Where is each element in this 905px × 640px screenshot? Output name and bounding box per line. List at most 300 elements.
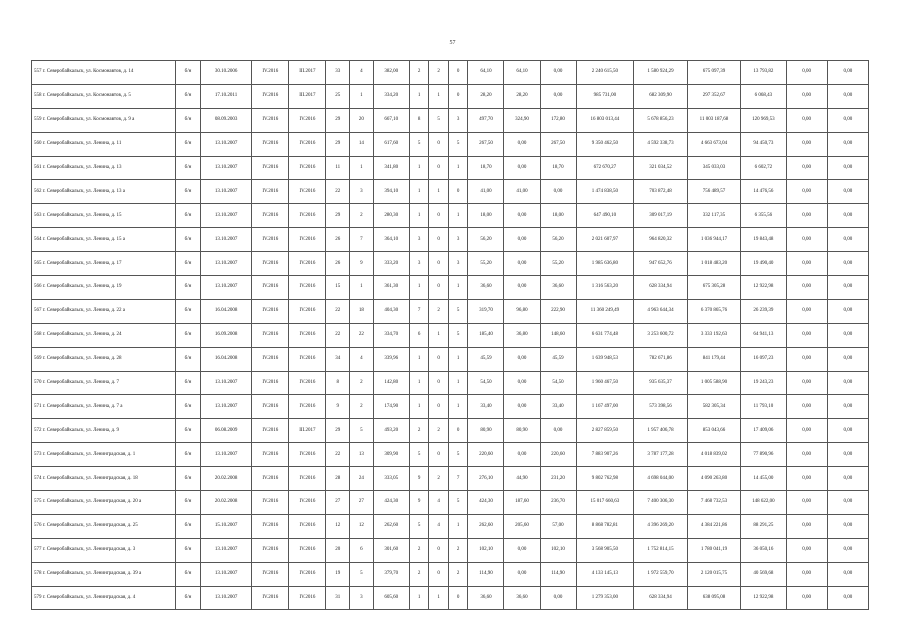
- cell-s4: 6 602,72: [741, 156, 786, 180]
- cell-s3: 6 370 865,76: [687, 299, 741, 323]
- cell-s1: 1 167 497,00: [576, 395, 634, 419]
- cell-z2: 0,00: [827, 299, 868, 323]
- table-row: [32, 252, 869, 276]
- cell-s1: 1 985 636,80: [576, 252, 634, 276]
- cell-r3: 0: [448, 419, 468, 443]
- row-number: 573: [34, 451, 42, 457]
- cell-a2: 0,00: [504, 347, 540, 371]
- cell-doc: б/н: [176, 323, 201, 347]
- cell-s1: 1 279 353,00: [576, 586, 634, 610]
- cell-plan: IV.2016: [289, 467, 326, 491]
- row-number: 560: [34, 141, 42, 147]
- cell-inc: IV.2016: [252, 276, 289, 300]
- cell-a2: 0,00: [504, 371, 540, 395]
- cell-area: 334,70: [373, 323, 409, 347]
- cell-r3: 0: [448, 61, 468, 85]
- cell-a1: 55,20: [468, 252, 504, 276]
- cell-r3: 5: [448, 299, 468, 323]
- cell-doc: б/н: [176, 299, 201, 323]
- cell-z2: 0,00: [827, 586, 868, 610]
- cell-area: 309,90: [373, 443, 409, 467]
- address-cell: [32, 419, 176, 443]
- cell-a3: 36,60: [540, 276, 576, 300]
- cell-a2: 0,00: [504, 204, 540, 228]
- table-row: [32, 180, 869, 204]
- cell-plan: IV.2016: [289, 395, 326, 419]
- table-row: [32, 347, 869, 371]
- cell-z1: 0,00: [786, 347, 827, 371]
- cell-c1: 9: [326, 395, 350, 419]
- cell-a2: 0,00: [504, 562, 540, 586]
- cell-r1: 2: [409, 562, 429, 586]
- cell-a2: 205,60: [504, 514, 540, 538]
- cell-doc: б/н: [176, 252, 201, 276]
- cell-s4: 6 355,56: [741, 204, 786, 228]
- cell-s2: 1 752 814,15: [634, 538, 688, 562]
- cell-s2: 7 400 306,30: [634, 491, 688, 515]
- cell-s1: 1 960 467,50: [576, 371, 634, 395]
- cell-s1: 1 639 948,53: [576, 347, 634, 371]
- cell-r1: 6: [409, 323, 429, 347]
- cell-r3: 5: [448, 491, 468, 515]
- cell-a3: 45,59: [540, 347, 576, 371]
- cell-date: 15.10.2007: [200, 514, 251, 538]
- cell-r3: 1: [448, 156, 468, 180]
- cell-a3: 0,00: [540, 180, 576, 204]
- address-cell: [32, 252, 176, 276]
- cell-r3: 0: [448, 586, 468, 610]
- cell-s3: 1 005 588,90: [687, 371, 741, 395]
- cell-s4: 94 450,73: [741, 132, 786, 156]
- cell-r1: 1: [409, 276, 429, 300]
- cell-s4: 36 050,16: [741, 538, 786, 562]
- cell-s1: 3 568 905,50: [576, 538, 634, 562]
- page-number: 57: [449, 40, 456, 46]
- cell-c1: 29: [326, 132, 350, 156]
- cell-a3: 57,00: [540, 514, 576, 538]
- cell-z1: 0,00: [786, 108, 827, 132]
- address-cell: [32, 395, 176, 419]
- row-number: 557: [34, 69, 42, 75]
- cell-a1: 36,60: [468, 586, 504, 610]
- cell-a1: 220,60: [468, 443, 504, 467]
- cell-s3: 675 097,39: [687, 61, 741, 85]
- address-cell: [32, 491, 176, 515]
- cell-a2: 0,00: [504, 276, 540, 300]
- cell-inc: IV.2016: [252, 514, 289, 538]
- cell-c1: 15: [326, 276, 350, 300]
- cell-plan: IV.2016: [289, 132, 326, 156]
- cell-a2: 96,80: [504, 299, 540, 323]
- cell-area: 334,20: [373, 84, 409, 108]
- cell-z1: 0,00: [786, 491, 827, 515]
- cell-r2: 0: [429, 538, 449, 562]
- cell-r2: 0: [429, 156, 449, 180]
- cell-r2: 0: [429, 132, 449, 156]
- cell-area: 262,60: [373, 514, 409, 538]
- cell-z2: 0,00: [827, 419, 868, 443]
- cell-r1: 2: [409, 538, 429, 562]
- cell-c2: 14: [350, 132, 374, 156]
- cell-s1: 11 360 249,49: [576, 299, 634, 323]
- cell-r1: 2: [409, 419, 429, 443]
- cell-z1: 0,00: [786, 252, 827, 276]
- address-text: г. Северобайкальск, ул. Ленина, д. 7: [42, 380, 120, 386]
- address-text: г. Северобайкальск, ул. Ленина, д. 15 а: [42, 236, 125, 242]
- cell-r2: 0: [429, 562, 449, 586]
- cell-area: 379,70: [373, 562, 409, 586]
- cell-s2: 4 396 269,20: [634, 514, 688, 538]
- cell-date: 16.09.2008: [200, 323, 251, 347]
- cell-area: 404,30: [373, 299, 409, 323]
- address-cell: [32, 467, 176, 491]
- cell-c2: 18: [350, 299, 374, 323]
- cell-s1: 647 490,10: [576, 204, 634, 228]
- address-cell: [32, 514, 176, 538]
- cell-a3: 18,00: [540, 204, 576, 228]
- table-row: [32, 395, 869, 419]
- address-text: г. Северобайкальск, ул. Ленинградская, д. 25: [42, 523, 138, 529]
- cell-date: 20.02.2008: [200, 491, 251, 515]
- cell-r2: 0: [429, 371, 449, 395]
- cell-c1: 26: [326, 228, 350, 252]
- table-row: [32, 156, 869, 180]
- cell-r2: 1: [429, 180, 449, 204]
- cell-r3: 3: [448, 228, 468, 252]
- cell-z2: 0,00: [827, 132, 868, 156]
- cell-date: 13.10.2007: [200, 132, 251, 156]
- cell-s3: 638 095,08: [687, 586, 741, 610]
- cell-s3: 7 468 732,53: [687, 491, 741, 515]
- cell-doc: б/н: [176, 586, 201, 610]
- cell-area: 394,10: [373, 180, 409, 204]
- cell-s4: 77 890,96: [741, 443, 786, 467]
- cell-z1: 0,00: [786, 228, 827, 252]
- cell-a1: 114,90: [468, 562, 504, 586]
- cell-z2: 0,00: [827, 252, 868, 276]
- cell-s2: 947 652,76: [634, 252, 688, 276]
- cell-a2: 0,00: [504, 252, 540, 276]
- cell-inc: IV.2016: [252, 467, 289, 491]
- cell-inc: IV.2016: [252, 491, 289, 515]
- cell-a1: 18,70: [468, 156, 504, 180]
- cell-inc: IV.2016: [252, 395, 289, 419]
- cell-c1: 29: [326, 204, 350, 228]
- cell-date: 13.10.2007: [200, 562, 251, 586]
- cell-plan: IV.2016: [289, 323, 326, 347]
- cell-plan: III.2017: [289, 84, 326, 108]
- row-number: 562: [34, 188, 42, 194]
- address-text: г. Северобайкальск, ул. Ленина, д. 19: [42, 284, 122, 290]
- cell-area: 339,96: [373, 347, 409, 371]
- address-cell: [32, 347, 176, 371]
- cell-c1: 29: [326, 419, 350, 443]
- table-row: [32, 514, 869, 538]
- cell-s1: 1 316 563,20: [576, 276, 634, 300]
- cell-a1: 102,10: [468, 538, 504, 562]
- cell-r1: 1: [409, 84, 429, 108]
- cell-a1: 56,20: [468, 228, 504, 252]
- cell-r3: 2: [448, 562, 468, 586]
- cell-plan: III.2017: [289, 61, 326, 85]
- cell-a1: 185,40: [468, 323, 504, 347]
- cell-date: 13.10.2007: [200, 204, 251, 228]
- cell-s4: 14 455,00: [741, 467, 786, 491]
- row-number: 564: [34, 236, 42, 242]
- cell-a2: 0,00: [504, 156, 540, 180]
- row-number: 563: [34, 212, 42, 218]
- table-row: [32, 467, 869, 491]
- cell-s2: 1 580 924,29: [634, 61, 688, 85]
- cell-a1: 45,59: [468, 347, 504, 371]
- cell-doc: б/н: [176, 538, 201, 562]
- cell-s3: 2 120 015,75: [687, 562, 741, 586]
- cell-r3: 1: [448, 395, 468, 419]
- cell-s3: 4 090 263,80: [687, 467, 741, 491]
- cell-r3: 7: [448, 467, 468, 491]
- row-number: 575: [34, 499, 42, 505]
- cell-a3: 220,60: [540, 443, 576, 467]
- cell-r1: 7: [409, 299, 429, 323]
- cell-a3: 56,20: [540, 228, 576, 252]
- cell-area: 493,20: [373, 419, 409, 443]
- cell-date: 20.02.2008: [200, 467, 251, 491]
- row-number: 577: [34, 547, 42, 553]
- address-text: г. Северобайкальск, ул. Ленина, д. 24: [42, 332, 122, 338]
- address-text: г. Северобайкальск, ул. Ленина, д. 17: [42, 260, 122, 266]
- row-number: 572: [34, 427, 42, 433]
- cell-z2: 0,00: [827, 395, 868, 419]
- cell-a2: 80,90: [504, 419, 540, 443]
- address-text: г. Северобайкальск, ул. Ленина, д. 11: [42, 141, 122, 147]
- row-number: 570: [34, 380, 42, 386]
- address-cell: [32, 84, 176, 108]
- address-cell: [32, 132, 176, 156]
- row-number: 567: [34, 308, 42, 314]
- cell-c2: 4: [350, 61, 374, 85]
- cell-c2: 24: [350, 467, 374, 491]
- cell-s3: 1 036 944,17: [687, 228, 741, 252]
- row-number: 579: [34, 595, 42, 601]
- cell-r3: 0: [448, 180, 468, 204]
- address-text: г. Северобайкальск, ул. Ленина, д. 9: [42, 427, 120, 433]
- cell-c1: 27: [326, 491, 350, 515]
- cell-s2: 628 334,94: [634, 276, 688, 300]
- cell-s3: 3 333 192,63: [687, 323, 741, 347]
- row-number: 574: [34, 475, 42, 481]
- cell-s3: 332 117,35: [687, 204, 741, 228]
- cell-z1: 0,00: [786, 371, 827, 395]
- cell-c1: 26: [326, 252, 350, 276]
- cell-s4: 88 291,25: [741, 514, 786, 538]
- address-text: г. Северобайкальск, ул. Ленина, д. 13 а: [42, 188, 125, 194]
- address-text: г. Северобайкальск, ул. Ленинградская, д. 18: [42, 475, 138, 481]
- cell-z1: 0,00: [786, 419, 827, 443]
- table-row: [32, 538, 869, 562]
- cell-z1: 0,00: [786, 443, 827, 467]
- cell-c2: 27: [350, 491, 374, 515]
- cell-r2: 0: [429, 443, 449, 467]
- cell-plan: IV.2016: [289, 514, 326, 538]
- cell-r3: 1: [448, 347, 468, 371]
- cell-plan: IV.2016: [289, 156, 326, 180]
- address-text: г. Северобайкальск, ул. Ленинградская, д. 4: [42, 595, 136, 601]
- address-cell: [32, 276, 176, 300]
- cell-s2: 309 017,19: [634, 204, 688, 228]
- cell-z1: 0,00: [786, 276, 827, 300]
- cell-inc: IV.2016: [252, 347, 289, 371]
- cell-s1: 2 240 615,50: [576, 61, 634, 85]
- cell-s4: 17 409,06: [741, 419, 786, 443]
- cell-date: 30.10.2006: [200, 61, 251, 85]
- cell-z2: 0,00: [827, 276, 868, 300]
- cell-s1: 6 631 774,48: [576, 323, 634, 347]
- cell-a1: 497,70: [468, 108, 504, 132]
- cell-plan: IV.2016: [289, 586, 326, 610]
- cell-s2: 3 787 177,28: [634, 443, 688, 467]
- cell-area: 605,60: [373, 586, 409, 610]
- cell-a3: 0,00: [540, 84, 576, 108]
- cell-r2: 1: [429, 586, 449, 610]
- cell-z2: 0,00: [827, 108, 868, 132]
- cell-r1: 5: [409, 514, 429, 538]
- cell-area: 301,60: [373, 538, 409, 562]
- address-cell: [32, 228, 176, 252]
- cell-date: 08.09.2003: [200, 108, 251, 132]
- cell-r2: 0: [429, 276, 449, 300]
- cell-s1: 2 827 859,50: [576, 419, 634, 443]
- housing-register-table: [31, 60, 869, 610]
- cell-r2: 0: [429, 347, 449, 371]
- cell-plan: IV.2016: [289, 228, 326, 252]
- cell-doc: б/н: [176, 61, 201, 85]
- cell-r2: 2: [429, 299, 449, 323]
- address-cell: [32, 156, 176, 180]
- table-row: [32, 443, 869, 467]
- cell-z2: 0,00: [827, 514, 868, 538]
- cell-s3: 1 018 483,20: [687, 252, 741, 276]
- cell-a2: 0,00: [504, 395, 540, 419]
- cell-r1: 1: [409, 180, 429, 204]
- cell-r3: 3: [448, 252, 468, 276]
- cell-a3: 172,80: [540, 108, 576, 132]
- cell-s2: 5 678 856,23: [634, 108, 688, 132]
- cell-inc: IV.2016: [252, 61, 289, 85]
- cell-z2: 0,00: [827, 371, 868, 395]
- cell-s4: 12 922,98: [741, 276, 786, 300]
- cell-a1: 64,10: [468, 61, 504, 85]
- cell-doc: б/н: [176, 371, 201, 395]
- row-number: 568: [34, 332, 42, 338]
- cell-doc: б/н: [176, 276, 201, 300]
- cell-r3: 1: [448, 514, 468, 538]
- cell-r1: 1: [409, 371, 429, 395]
- cell-r1: 9: [409, 467, 429, 491]
- cell-inc: IV.2016: [252, 108, 289, 132]
- cell-a2: 36,60: [504, 586, 540, 610]
- cell-r1: 1: [409, 156, 429, 180]
- cell-area: 364,10: [373, 228, 409, 252]
- cell-s4: 13 793,82: [741, 61, 786, 85]
- cell-z2: 0,00: [827, 61, 868, 85]
- cell-plan: IV.2016: [289, 491, 326, 515]
- cell-s1: 985 731,00: [576, 84, 634, 108]
- cell-inc: IV.2016: [252, 84, 289, 108]
- cell-s4: 16 097,23: [741, 347, 786, 371]
- cell-s3: 345 033,03: [687, 156, 741, 180]
- cell-s2: 935 635,37: [634, 371, 688, 395]
- cell-inc: IV.2016: [252, 562, 289, 586]
- cell-z2: 0,00: [827, 538, 868, 562]
- table-row: [32, 299, 869, 323]
- cell-s4: 64 941,13: [741, 323, 786, 347]
- cell-r2: 1: [429, 84, 449, 108]
- cell-date: 13.10.2007: [200, 252, 251, 276]
- cell-area: 382,00: [373, 61, 409, 85]
- row-number: 558: [34, 93, 42, 99]
- cell-s1: 15 017 660,63: [576, 491, 634, 515]
- cell-s3: 297 352,67: [687, 84, 741, 108]
- cell-r1: 1: [409, 395, 429, 419]
- cell-r1: 2: [409, 61, 429, 85]
- cell-c2: 22: [350, 323, 374, 347]
- cell-plan: IV.2016: [289, 180, 326, 204]
- cell-c1: 22: [326, 443, 350, 467]
- cell-inc: IV.2016: [252, 204, 289, 228]
- cell-r3: 3: [448, 108, 468, 132]
- cell-s2: 573 398,56: [634, 395, 688, 419]
- cell-area: 280,30: [373, 204, 409, 228]
- address-cell: [32, 61, 176, 85]
- cell-inc: IV.2016: [252, 443, 289, 467]
- cell-doc: б/н: [176, 491, 201, 515]
- address-cell: [32, 108, 176, 132]
- cell-a2: 0,00: [504, 228, 540, 252]
- cell-inc: IV.2016: [252, 419, 289, 443]
- cell-z2: 0,00: [827, 562, 868, 586]
- address-text: г. Северобайкальск, ул. Космонавтов, д. 5: [42, 93, 131, 99]
- address-text: г. Северобайкальск, ул. Ленина, д. 22 а: [42, 308, 125, 314]
- cell-inc: IV.2016: [252, 156, 289, 180]
- table-row: [32, 204, 869, 228]
- cell-z2: 0,00: [827, 156, 868, 180]
- cell-plan: IV.2016: [289, 371, 326, 395]
- cell-z1: 0,00: [786, 562, 827, 586]
- cell-s2: 4 698 044,00: [634, 467, 688, 491]
- cell-r1: 5: [409, 132, 429, 156]
- cell-date: 13.10.2007: [200, 443, 251, 467]
- cell-area: 341,80: [373, 156, 409, 180]
- cell-r2: 2: [429, 419, 449, 443]
- cell-z1: 0,00: [786, 467, 827, 491]
- row-number: 565: [34, 260, 42, 266]
- cell-s1: 4 133 145,13: [576, 562, 634, 586]
- cell-r3: 1: [448, 276, 468, 300]
- cell-r3: 5: [448, 132, 468, 156]
- cell-z2: 0,00: [827, 491, 868, 515]
- cell-c2: 1: [350, 84, 374, 108]
- cell-a3: 114,90: [540, 562, 576, 586]
- cell-s3: 4 384 221,86: [687, 514, 741, 538]
- cell-a3: 0,00: [540, 419, 576, 443]
- cell-z2: 0,00: [827, 323, 868, 347]
- cell-a1: 36,60: [468, 276, 504, 300]
- cell-a2: 28,20: [504, 84, 540, 108]
- cell-a3: 0,00: [540, 61, 576, 85]
- cell-doc: б/н: [176, 443, 201, 467]
- cell-plan: IV.2016: [289, 204, 326, 228]
- address-cell: [32, 371, 176, 395]
